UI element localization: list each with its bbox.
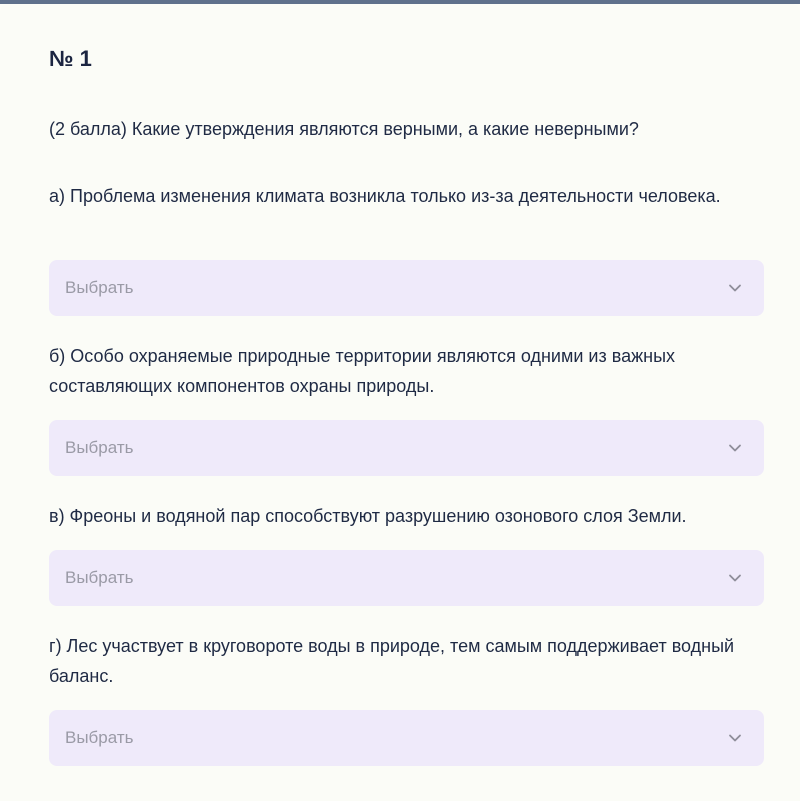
question-a-text: а) Проблема изменения климата возникла только из-за деятельности человека. [49, 186, 721, 206]
question-c-text: в) Фреоны и водяной пар способствуют разрушению озонового слоя Земли. [49, 506, 687, 526]
question-c-select[interactable] [49, 550, 764, 606]
chevron-down-icon [728, 441, 742, 455]
task-number: № 1 [49, 46, 92, 71]
chevron-down-icon [728, 571, 742, 585]
question-d-select[interactable] [49, 710, 764, 766]
chevron-down-icon [728, 281, 742, 295]
question-d-text: г) Лес участвует в круговороте воды в природе, тем самым поддерживает водный баланс. [49, 636, 735, 686]
question-b-select[interactable] [49, 420, 764, 476]
task-prompt: (2 балла) Какие утверждения являются верными, а какие неверными? [49, 119, 639, 139]
question-b-text: б) Особо охраняемые природные территории являются одними из важных составляющих компонентов охраны природы. [49, 346, 676, 396]
select-placeholder: Выбрать [65, 278, 134, 297]
select-placeholder: Выбрать [65, 438, 134, 457]
select-placeholder: Выбрать [65, 728, 134, 747]
question-a-select[interactable] [49, 260, 764, 316]
select-placeholder: Выбрать [65, 568, 134, 587]
task-card [0, 4, 800, 801]
chevron-down-icon [728, 731, 742, 745]
